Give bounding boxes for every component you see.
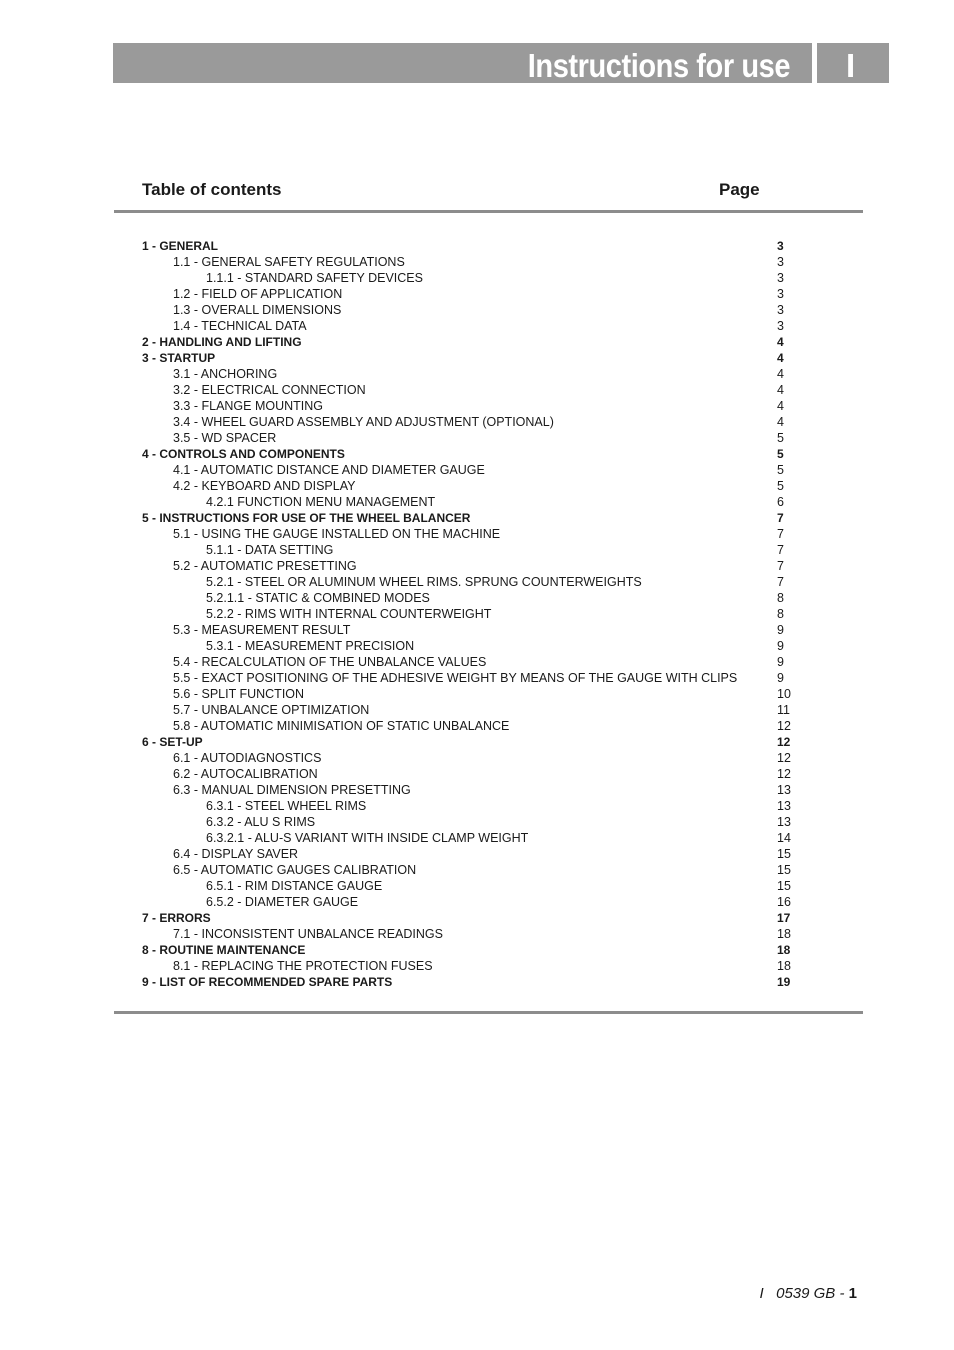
toc-entry-title: 4.2.1 FUNCTION MENU MANAGEMENT xyxy=(206,495,436,509)
toc-entry xyxy=(142,590,802,606)
toc-entry-page: 14 xyxy=(777,831,791,845)
toc-entry-page: 4 xyxy=(777,399,784,413)
toc-entry xyxy=(142,510,802,526)
toc-entry-title: 6.2 - AUTOCALIBRATION xyxy=(173,767,318,781)
toc-entry-title: 3 - STARTUP xyxy=(142,351,216,365)
toc-entry-page: 3 xyxy=(777,287,784,301)
toc-entry-title: 6.5 - AUTOMATIC GAUGES CALIBRATION xyxy=(173,863,417,877)
toc-entry-page: 3 xyxy=(777,319,784,333)
toc-entry-page: 7 xyxy=(777,543,784,557)
toc-entry-title: 7 - ERRORS xyxy=(142,911,211,925)
page-column-heading: Page xyxy=(719,180,760,199)
toc-entry xyxy=(142,654,802,670)
toc-entry-title: 1.2 - FIELD OF APPLICATION xyxy=(173,287,343,301)
toc-heading: Table of contents xyxy=(142,180,282,199)
toc-entry-title: 5 - INSTRUCTIONS FOR USE OF THE WHEEL BALANCER xyxy=(142,511,471,525)
toc-entry-title: 5.3.1 - MEASUREMENT PRECISION xyxy=(206,639,415,653)
toc-entry-title: 2 - HANDLING AND LIFTING xyxy=(142,335,302,349)
toc-entry xyxy=(142,350,802,366)
toc-entry-title: 6.3 - MANUAL DIMENSION PRESETTING xyxy=(173,783,411,797)
toc-entry-title: 1.1 - GENERAL SAFETY REGULATIONS xyxy=(173,255,405,269)
toc-entry-page: 5 xyxy=(777,447,784,461)
toc-entry-title: 6.3.2.1 - ALU-S VARIANT WITH INSIDE CLAMP WEIGHT xyxy=(206,831,529,845)
toc-entry xyxy=(142,494,802,510)
toc-entry xyxy=(142,366,802,382)
toc-entry-page: 12 xyxy=(777,767,791,781)
toc-entry-title: 6.5.2 - DIAMETER GAUGE xyxy=(206,895,359,909)
toc-entry-page: 5 xyxy=(777,431,784,445)
toc-entry xyxy=(142,830,802,846)
toc-entry xyxy=(142,302,802,318)
toc-entry-title: 5.6 - SPLIT FUNCTION xyxy=(173,687,305,701)
toc-entry xyxy=(142,878,802,894)
toc-entry-page: 8 xyxy=(777,607,784,621)
toc-entry-page: 18 xyxy=(777,959,791,973)
toc-entry-page: 8 xyxy=(777,591,784,605)
toc-entry-title: 1 - GENERAL xyxy=(142,239,219,253)
toc-entry-title: 5.4 - RECALCULATION OF THE UNBALANCE VALUES xyxy=(173,655,487,669)
toc-entry xyxy=(142,334,802,350)
toc-entry-page: 16 xyxy=(777,895,791,909)
toc-entry xyxy=(142,606,802,622)
toc-entry-title: 5.1 - USING THE GAUGE INSTALLED ON THE MACHINE xyxy=(173,527,501,541)
toc-entry-title: 1.3 - OVERALL DIMENSIONS xyxy=(173,303,342,317)
language-badge xyxy=(817,43,889,83)
toc-entry xyxy=(142,766,802,782)
toc-entry-title: 3.2 - ELECTRICAL CONNECTION xyxy=(173,383,366,397)
toc-entry-page: 3 xyxy=(777,255,784,269)
toc-entry-page: 4 xyxy=(777,351,784,365)
toc-entry xyxy=(142,286,802,302)
toc-entry xyxy=(142,462,802,478)
toc-entry xyxy=(142,558,802,574)
toc-entry xyxy=(142,958,802,974)
toc-entry-page: 12 xyxy=(777,751,791,765)
toc-entry xyxy=(142,942,802,958)
toc-entry-page: 4 xyxy=(777,367,784,381)
toc-entry-page: 5 xyxy=(777,463,784,477)
toc-entry xyxy=(142,638,802,654)
toc-entry-title: 5.2.1.1 - STATIC & COMBINED MODES xyxy=(206,591,430,605)
toc-entry-title: 9 - LIST OF RECOMMENDED SPARE PARTS xyxy=(142,975,393,989)
document-title: Instructions for use xyxy=(527,47,790,84)
toc-entry-page: 3 xyxy=(777,271,784,285)
toc-entry-title: 5.7 - UNBALANCE OPTIMIZATION xyxy=(173,703,370,717)
toc-entry-title: 1.1.1 - STANDARD SAFETY DEVICES xyxy=(206,271,423,285)
toc-entry-title: 8 - ROUTINE MAINTENANCE xyxy=(142,943,306,957)
toc-entry-title: 3.5 - WD SPACER xyxy=(173,431,277,445)
toc-entry xyxy=(142,542,802,558)
toc-entry-page: 6 xyxy=(777,495,784,509)
toc-entry-title: 5.1.1 - DATA SETTING xyxy=(206,543,334,557)
toc-entry-page: 9 xyxy=(777,639,784,653)
toc-entry xyxy=(142,750,802,766)
table-of-contents xyxy=(142,238,802,990)
toc-entry-title: 6.4 - DISPLAY SAVER xyxy=(173,847,299,861)
toc-entry-title: 6.3.2 - ALU S RIMS xyxy=(206,815,316,829)
toc-entry xyxy=(142,430,802,446)
toc-entry-title: 3.1 - ANCHORING xyxy=(173,367,278,381)
toc-entry-title: 3.3 - FLANGE MOUNTING xyxy=(173,399,324,413)
toc-entry xyxy=(142,894,802,910)
toc-entry-title: 6 - SET-UP xyxy=(142,735,203,749)
toc-entry xyxy=(142,478,802,494)
language-code: I xyxy=(846,47,856,84)
page-footer xyxy=(759,1285,857,1302)
toc-entry-page: 7 xyxy=(777,511,784,525)
toc-entry-title: 5.2.1 - STEEL OR ALUMINUM WHEEL RIMS. SPRUNG COUNTERWEIGHTS xyxy=(206,575,642,589)
toc-entry xyxy=(142,686,802,702)
toc-entry-page: 18 xyxy=(777,927,791,941)
toc-entry xyxy=(142,814,802,830)
toc-entry-page: 7 xyxy=(777,559,784,573)
toc-entry xyxy=(142,526,802,542)
toc-entry xyxy=(142,718,802,734)
toc-entry-title: 3.4 - WHEEL GUARD ASSEMBLY AND ADJUSTMENT (OPTIONAL) xyxy=(173,415,554,429)
toc-entry xyxy=(142,622,802,638)
toc-entry-title: 6.5.1 - RIM DISTANCE GAUGE xyxy=(206,879,383,893)
toc-entry-page: 19 xyxy=(777,975,791,989)
header-bar xyxy=(113,43,812,83)
toc-entry xyxy=(142,782,802,798)
toc-entry xyxy=(142,254,802,270)
toc-entry-title: 4 - CONTROLS AND COMPONENTS xyxy=(142,447,345,461)
toc-entry xyxy=(142,414,802,430)
toc-entry xyxy=(142,846,802,862)
toc-entry-page: 11 xyxy=(777,703,790,717)
toc-entry-page: 7 xyxy=(777,575,784,589)
toc-entry xyxy=(142,734,802,750)
toc-entry-title: 6.3.1 - STEEL WHEEL RIMS xyxy=(206,799,367,813)
toc-entry-title: 7.1 - INCONSISTENT UNBALANCE READINGS xyxy=(173,927,443,941)
toc-entry xyxy=(142,926,802,942)
toc-entry-title: 1.4 - TECHNICAL DATA xyxy=(173,319,307,333)
toc-entry-page: 9 xyxy=(777,655,784,669)
toc-entry xyxy=(142,798,802,814)
toc-entry-page: 7 xyxy=(777,527,784,541)
toc-entry-page: 12 xyxy=(777,735,791,749)
toc-entry-page: 15 xyxy=(777,879,791,893)
footer-page-number: 1 xyxy=(848,1285,857,1302)
toc-entry-page: 13 xyxy=(777,799,791,813)
toc-entry xyxy=(142,862,802,878)
bottom-divider xyxy=(114,1011,863,1014)
toc-entry xyxy=(142,270,802,286)
toc-entry-title: 5.2.2 - RIMS WITH INTERNAL COUNTERWEIGHT xyxy=(206,607,492,621)
toc-entry-page: 4 xyxy=(777,383,784,397)
footer-doc-code: I 0539 GB - xyxy=(759,1285,849,1302)
toc-entry-title: 5.8 - AUTOMATIC MINIMISATION OF STATIC UNBALANCE xyxy=(173,719,510,733)
toc-entry-title: 5.3 - MEASUREMENT RESULT xyxy=(173,623,351,637)
toc-entry-title: 4.2 - KEYBOARD AND DISPLAY xyxy=(173,479,356,493)
toc-entry-title: 5.2 - AUTOMATIC PRESETTING xyxy=(173,559,357,573)
toc-entry xyxy=(142,238,802,254)
toc-entry xyxy=(142,910,802,926)
toc-entry xyxy=(142,574,802,590)
toc-entry-page: 18 xyxy=(777,943,791,957)
toc-entry-title: 4.1 - AUTOMATIC DISTANCE AND DIAMETER GAUGE xyxy=(173,463,485,477)
toc-entry-title: 5.5 - EXACT POSITIONING OF THE ADHESIVE WEIGHT BY MEANS OF THE GAUGE WITH CLIPS xyxy=(173,671,738,685)
toc-entry-page: 17 xyxy=(777,911,791,925)
toc-entry-page: 13 xyxy=(777,815,791,829)
toc-entry-page: 4 xyxy=(777,335,784,349)
toc-entry-page: 12 xyxy=(777,719,791,733)
toc-entry-title: 6.1 - AUTODIAGNOSTICS xyxy=(173,751,322,765)
toc-entry-page: 9 xyxy=(777,623,784,637)
toc-entry-title: 8.1 - REPLACING THE PROTECTION FUSES xyxy=(173,959,433,973)
toc-entry xyxy=(142,318,802,334)
toc-entry-page: 5 xyxy=(777,479,784,493)
top-divider xyxy=(114,210,863,213)
toc-entry-page: 13 xyxy=(777,783,791,797)
toc-entry-page: 3 xyxy=(777,303,784,317)
toc-entry-page: 15 xyxy=(777,863,791,877)
toc-entry xyxy=(142,398,802,414)
toc-entry xyxy=(142,670,802,686)
toc-entry-page: 4 xyxy=(777,415,784,429)
toc-entry-page: 9 xyxy=(777,671,784,685)
toc-entry-page: 15 xyxy=(777,847,791,861)
toc-entry xyxy=(142,446,802,462)
toc-entry xyxy=(142,382,802,398)
toc-entry-page: 3 xyxy=(777,239,784,253)
toc-entry-page: 10 xyxy=(777,687,791,701)
toc-entry xyxy=(142,974,802,990)
toc-entry xyxy=(142,702,802,718)
